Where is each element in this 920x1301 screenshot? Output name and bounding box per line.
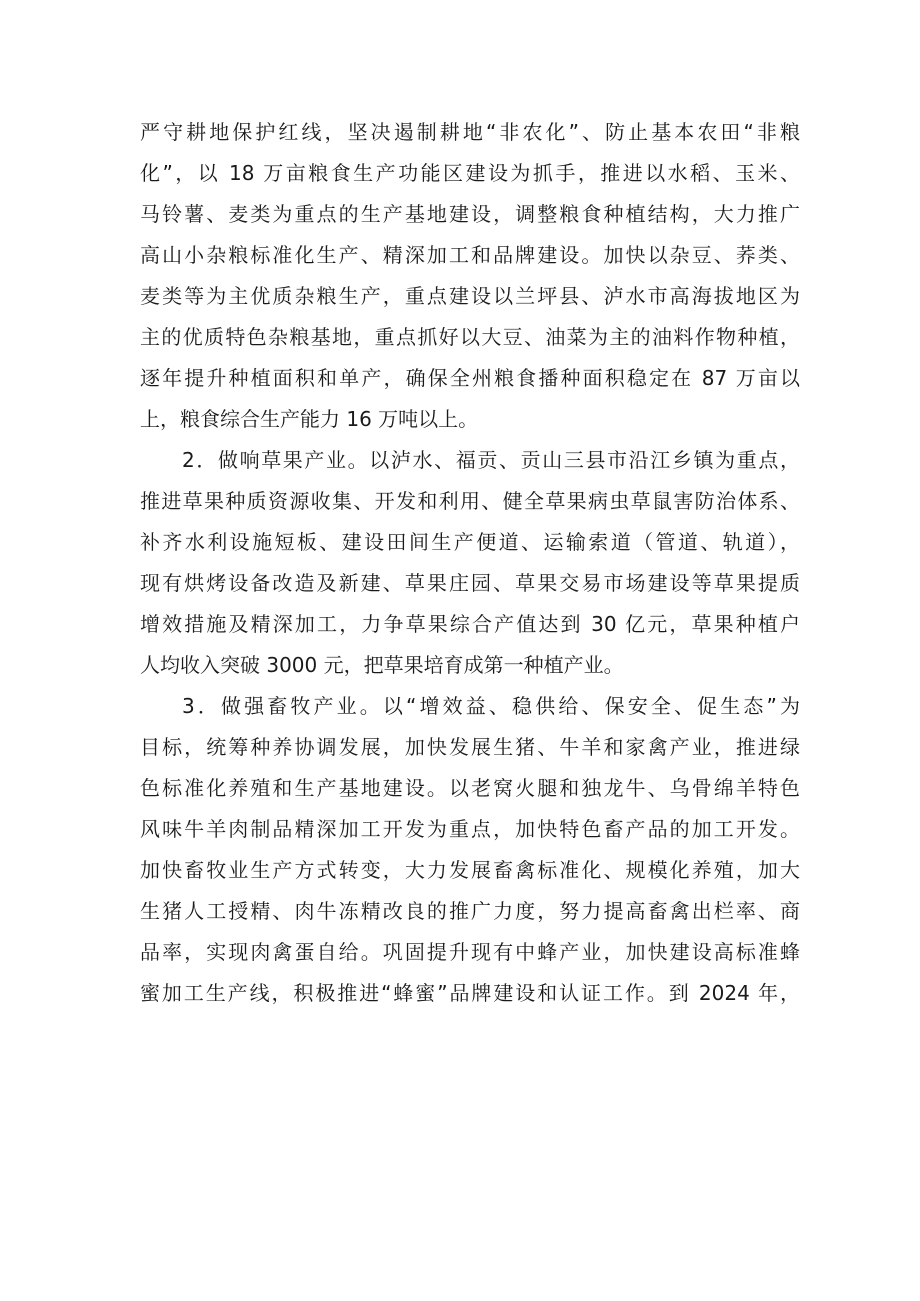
text-line: 加快畜牧业生产方式转变，大力发展畜禽标准化、规模化养殖，加大 <box>140 858 800 882</box>
text-line: 3．做强畜牧产业。以“增效益、稳供给、保安全、促生态”为 <box>182 694 800 718</box>
text-line: 现有烘烤设备改造及新建、草果庄园、草果交易市场建设等草果提质 <box>140 571 800 595</box>
text-line: 上，粮食综合生产能力 16 万吨以上。 <box>140 407 479 431</box>
text-line: 目标，统筹种养协调发展，加快发展生猪、牛羊和家禽产业，推进绿 <box>140 735 800 759</box>
text-line: 逐年提升种植面积和单产，确保全州粮食播种面积稳定在 87 万亩以 <box>140 366 800 390</box>
text-line: 色标准化养殖和生产基地建设。以老窝火腿和独龙牛、乌骨绵羊特色 <box>140 776 800 800</box>
text-line: 增效措施及精深加工，力争草果综合产值达到 30 亿元，草果种植户 <box>140 612 800 636</box>
text-line: 推进草果种质资源收集、开发和利用、健全草果病虫草鼠害防治体系、 <box>140 489 800 513</box>
document-body <box>140 112 800 1014</box>
text-line: 高山小杂粮标准化生产、精深加工和品牌建设。加快以杂豆、荞类、 <box>140 243 800 267</box>
text-line: 马铃薯、麦类为重点的生产基地建设，调整粮食种植结构，大力推广 <box>140 202 800 226</box>
text-line: 麦类等为主优质杂粮生产，重点建设以兰坪县、泸水市高海拔地区为 <box>140 284 800 308</box>
text-line: 2．做响草果产业。以泸水、福贡、贡山三县市沿江乡镇为重点， <box>182 448 800 472</box>
paragraph-grain <box>140 112 800 440</box>
text-line: 蜜加工生产线，积极推进“蜂蜜”品牌建设和认证工作。到 2024 年， <box>140 981 800 1005</box>
text-line: 风味牛羊肉制品精深加工开发为重点，加快特色畜产品的加工开发。 <box>140 817 800 841</box>
text-line: 品率，实现肉禽蛋自给。巩固提升现有中蜂产业，加快建设高标准蜂 <box>140 940 800 964</box>
text-line: 严守耕地保护红线，坚决遏制耕地“非农化”、防止基本农田“非粮 <box>140 120 800 144</box>
text-line: 生猪人工授精、肉牛冻精改良的推广力度，努力提高畜禽出栏率、商 <box>140 899 800 923</box>
paragraph-livestock <box>140 686 800 1014</box>
text-line: 化”，以 18 万亩粮食生产功能区建设为抓手，推进以水稻、玉米、 <box>140 161 800 185</box>
text-line: 人均收入突破 3000 元，把草果培育成第一种植产业。 <box>140 653 624 677</box>
text-line: 补齐水利设施短板、建设田间生产便道、运输索道（管道、轨道）， <box>140 530 800 554</box>
text-line: 主的优质特色杂粮基地，重点抓好以大豆、油菜为主的油料作物种植， <box>140 325 800 349</box>
paragraph-cardamom <box>140 440 800 686</box>
